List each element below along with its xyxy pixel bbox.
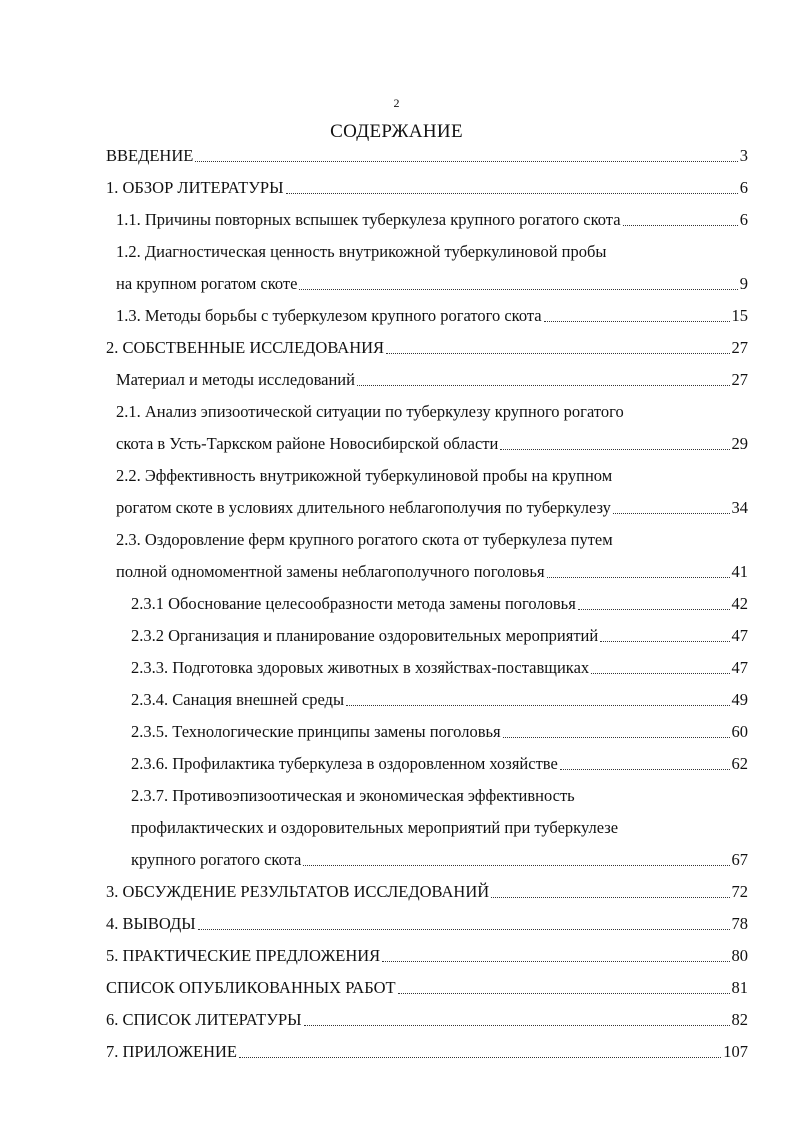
toc-entry-materials-methods[interactable] — [116, 370, 748, 390]
dot-leader — [286, 193, 738, 194]
toc-page-number: 107 — [723, 1042, 748, 1061]
toc-entry-2-3-7-line1: 2.3.7. Противоэпизоотическая и экономическая эффективность — [131, 786, 575, 805]
toc-entry-2-2-line1: 2.2. Эффективность внутрикожной туберкулиновой пробы на крупном — [116, 466, 613, 485]
toc-entry-references[interactable] — [106, 1010, 748, 1030]
toc-entry-label: крупного рогатого скота — [131, 850, 302, 869]
dot-leader — [398, 993, 730, 994]
toc-page-number: 62 — [731, 754, 748, 773]
toc-page-number: 60 — [731, 722, 748, 741]
toc-entry-2-3-2[interactable] — [131, 626, 748, 646]
toc-entry-label: 2.3.1 Обоснование целесообразности метода замены поголовья — [131, 594, 576, 613]
toc-page-number: 6 — [739, 210, 748, 229]
toc-page-number: 49 — [731, 690, 748, 709]
dot-leader — [600, 641, 729, 642]
toc-entry-own-research[interactable] — [106, 338, 748, 358]
toc-entry-label: 3. ОБСУЖДЕНИЕ РЕЗУЛЬТАТОВ ИССЛЕДОВАНИЙ — [106, 882, 490, 901]
dot-leader — [547, 577, 730, 578]
toc-entry-introduction[interactable] — [106, 146, 748, 166]
dot-leader — [304, 1025, 730, 1026]
dot-leader — [491, 897, 729, 898]
dot-leader — [303, 865, 729, 866]
toc-entry-2-3-7[interactable] — [131, 850, 748, 870]
toc-page-number: 67 — [731, 850, 748, 869]
toc-entry-label: 1.3. Методы борьбы с туберкулезом крупного рогатого скота — [116, 306, 542, 325]
toc-entry-practical-proposals[interactable] — [106, 946, 748, 966]
toc-entry-2-3-line1: 2.3. Оздоровление ферм крупного рогатого скота от туберкулеза путем — [116, 530, 613, 549]
toc-entry-2-3-3[interactable] — [131, 658, 748, 678]
dot-leader — [500, 449, 729, 450]
toc-page-number: 29 — [731, 434, 748, 453]
toc-entry-2-3-4[interactable] — [131, 690, 748, 710]
toc-entry-label: рогатом скоте в условиях длительного неблагополучия по туберкулезу — [116, 498, 611, 517]
toc-entry-label: полной одномоментной замены неблагополучного поголовья — [116, 562, 545, 581]
toc-entry-2-3-5[interactable] — [131, 722, 748, 742]
toc-entry-label: 4. ВЫВОДЫ — [106, 914, 196, 933]
toc-entry-2-1[interactable] — [116, 434, 748, 454]
toc-entry-label: 2.3.3. Подготовка здоровых животных в хозяйствах-поставщиках — [131, 658, 590, 677]
toc-entry-label: скота в Усть-Таркском районе Новосибирской области — [116, 434, 499, 453]
toc-entry-label: 6. СПИСОК ЛИТЕРАТУРЫ — [106, 1010, 302, 1029]
toc-page-number: 82 — [731, 1010, 748, 1029]
toc-entry-label: 2. СОБСТВЕННЫЕ ИССЛЕДОВАНИЯ — [106, 338, 385, 357]
toc-entry-appendix[interactable] — [106, 1042, 748, 1062]
toc-entry-label: 2.3.5. Технологические принципы замены поголовья — [131, 722, 501, 741]
toc-page-number: 47 — [731, 658, 748, 677]
toc-entry-label: ВВЕДЕНИЕ — [106, 146, 194, 165]
toc-entry-label: 2.3.4. Санация внешней среды — [131, 690, 345, 709]
toc-entry-1-3[interactable] — [116, 306, 748, 326]
dot-leader — [239, 1057, 721, 1058]
toc-entry-2-1-line1: 2.1. Анализ эпизоотической ситуации по туберкулезу крупного рогатого — [116, 402, 624, 421]
toc-page-number: 47 — [731, 626, 748, 645]
toc-page-number: 27 — [731, 370, 748, 389]
page-number: 2 — [393, 96, 400, 110]
toc-entry-literature-review[interactable] — [106, 178, 748, 198]
dot-leader — [560, 769, 730, 770]
toc-title: СОДЕРЖАНИЕ — [330, 121, 463, 142]
toc-entry-conclusions[interactable] — [106, 914, 748, 934]
toc-page-number: 81 — [731, 978, 748, 997]
toc-entry-1-1[interactable] — [116, 210, 748, 230]
dot-leader — [544, 321, 730, 322]
toc-page-number: 3 — [739, 146, 748, 165]
toc-entry-label: на крупном рогатом скоте — [116, 274, 298, 293]
dot-leader — [386, 353, 729, 354]
dot-leader — [357, 385, 730, 386]
toc-entry-2-3-7-line2: профилактических и оздоровительных мероприятий при туберкулезе — [131, 818, 619, 837]
toc-entry-label: Материал и методы исследований — [116, 370, 355, 389]
toc-entry-2-3-6[interactable] — [131, 754, 748, 774]
dot-leader — [346, 705, 729, 706]
toc-page-number: 6 — [739, 178, 748, 197]
dot-leader — [591, 673, 729, 674]
toc-page-number: 80 — [731, 946, 748, 965]
toc-page-number: 72 — [731, 882, 748, 901]
dot-leader — [382, 961, 729, 962]
toc-entry-2-2[interactable] — [116, 498, 748, 518]
dot-leader — [623, 225, 738, 226]
toc-page-number: 27 — [731, 338, 748, 357]
toc-page-number: 15 — [731, 306, 748, 325]
toc-entry-1-2[interactable] — [116, 274, 748, 294]
toc-entry-label: 2.3.6. Профилактика туберкулеза в оздоровленном хозяйстве — [131, 754, 558, 773]
toc-entry-label: 1. ОБЗОР ЛИТЕРАТУРЫ — [106, 178, 284, 197]
dot-leader — [503, 737, 730, 738]
toc-entry-label: 2.3.2 Организация и планирование оздоровительных мероприятий — [131, 626, 599, 645]
toc-entry-2-3-1[interactable] — [131, 594, 748, 614]
toc-page-number: 78 — [731, 914, 748, 933]
toc-entry-discussion[interactable] — [106, 882, 748, 902]
toc-entry-label: 7. ПРИЛОЖЕНИЕ — [106, 1042, 237, 1061]
dot-leader — [198, 929, 730, 930]
dot-leader — [613, 513, 730, 514]
toc-entry-label: 1.1. Причины повторных вспышек туберкулеза крупного рогатого скота — [116, 210, 621, 229]
toc-entry-1-2-line1: 1.2. Диагностическая ценность внутрикожной туберкулиновой пробы — [116, 242, 607, 261]
toc-entry-2-3[interactable] — [116, 562, 748, 582]
toc-page-number: 41 — [731, 562, 748, 581]
toc-entry-published-works[interactable] — [106, 978, 748, 998]
toc-page-number: 9 — [739, 274, 748, 293]
dot-leader — [299, 289, 737, 290]
toc-entry-label: 5. ПРАКТИЧЕСКИЕ ПРЕДЛОЖЕНИЯ — [106, 946, 381, 965]
toc-entry-label: СПИСОК ОПУБЛИКОВАННЫХ РАБОТ — [106, 978, 396, 997]
dot-leader — [195, 161, 737, 162]
toc-page-number: 34 — [731, 498, 748, 517]
toc-page-number: 42 — [731, 594, 748, 613]
dot-leader — [578, 609, 730, 610]
